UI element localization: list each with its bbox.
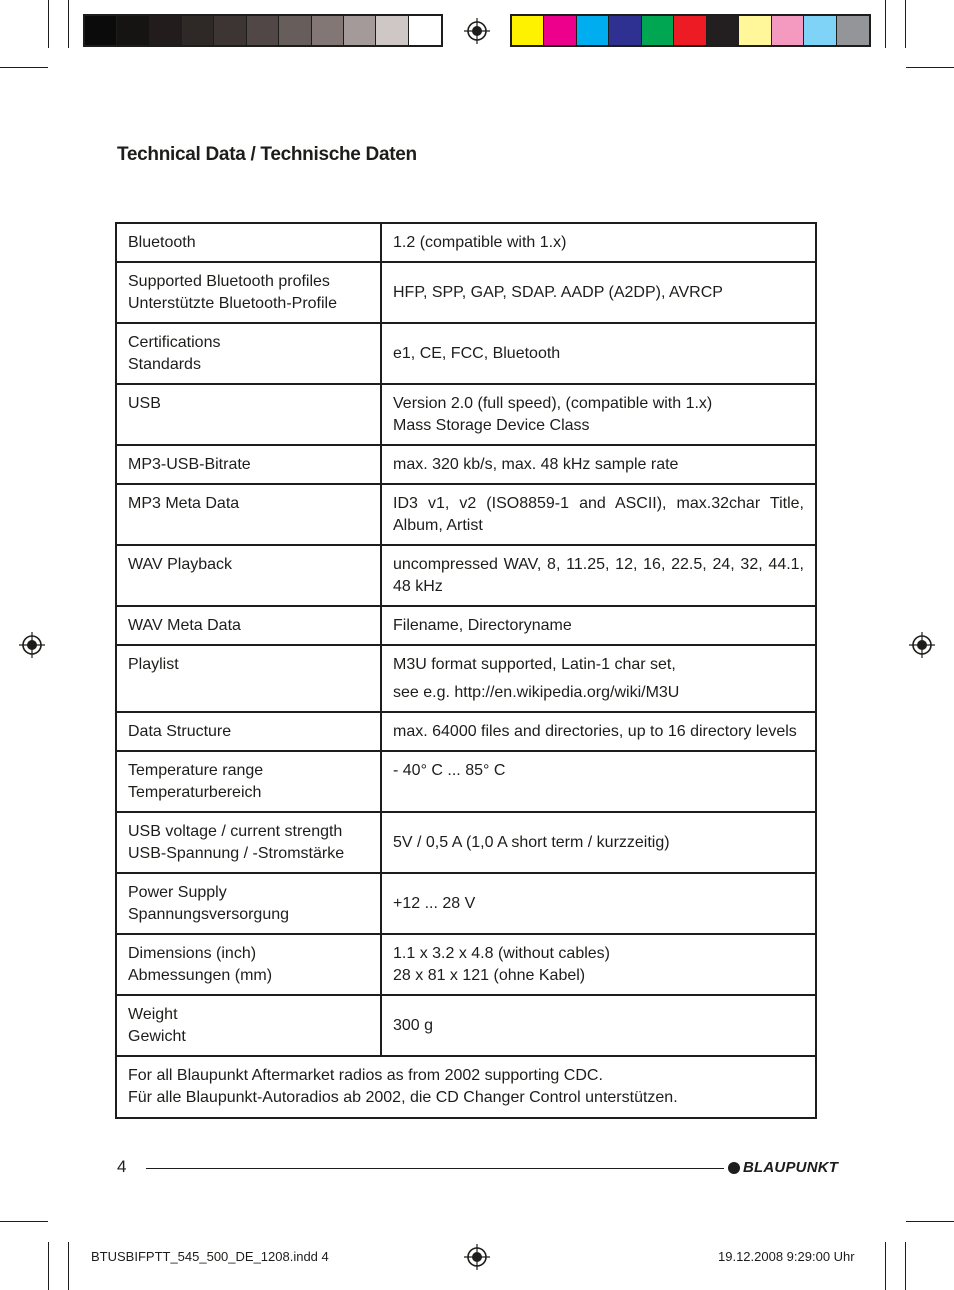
- table-row: [116, 1056, 816, 1118]
- brand-logo: [728, 1159, 838, 1176]
- spec-label: Abmessungen (mm): [128, 967, 273, 984]
- spec-label-cell: [116, 223, 381, 262]
- color-swatch: [117, 16, 149, 45]
- spec-value: e1, CE, FCC, Bluetooth: [393, 345, 561, 362]
- spec-label-cell: [116, 545, 381, 606]
- logo-dot-icon: [728, 1162, 740, 1174]
- table-row: [116, 384, 816, 445]
- spec-label: Data Structure: [128, 723, 232, 740]
- spec-label: Temperaturbereich: [128, 784, 262, 801]
- spec-label: MP3 Meta Data: [128, 495, 240, 512]
- table-row: [116, 545, 816, 606]
- spec-value-cell: [381, 445, 816, 484]
- spec-label: Unterstützte Bluetooth-Profile: [128, 295, 337, 312]
- compatibility-note-line: Für alle Blaupunkt-Autoradios ab 2002, die CD Changer Control unterstützen.: [128, 1089, 678, 1106]
- table-row: [116, 934, 816, 995]
- spec-label-cell: [116, 812, 381, 873]
- spec-value-cell: [381, 545, 816, 606]
- table-row: [116, 873, 816, 934]
- registration-mark-icon: [464, 18, 490, 44]
- color-swatch: [642, 16, 674, 45]
- table-row: [116, 712, 816, 751]
- spec-label-cell: [116, 995, 381, 1056]
- spec-label: Temperature range: [128, 762, 264, 779]
- spec-label: Bluetooth: [128, 234, 196, 251]
- spec-value-cell: [381, 262, 816, 323]
- spec-value-cell: [381, 751, 816, 812]
- spec-value: +12 ... 28 V: [393, 895, 476, 912]
- color-swatch: [512, 16, 544, 45]
- color-swatch: [344, 16, 376, 45]
- footer-rule: [146, 1168, 724, 1169]
- spec-label: Gewicht: [128, 1028, 186, 1045]
- color-swatch: [707, 16, 739, 45]
- spec-label-cell: [116, 262, 381, 323]
- spec-value-cell: [381, 323, 816, 384]
- brand-name: BLAUPUNKT: [743, 1159, 839, 1176]
- spec-value: uncompressed WAV, 8, 11.25, 12, 16, 22.5, 24, 32, 44.1, 48 kHz: [393, 556, 804, 595]
- table-row: [116, 223, 816, 262]
- compatibility-note: [116, 1056, 816, 1118]
- table-row: [116, 262, 816, 323]
- spec-value: 300 g: [393, 1017, 434, 1034]
- color-swatch: [279, 16, 311, 45]
- technical-data-table: [115, 222, 817, 1119]
- color-swatch: [312, 16, 344, 45]
- spec-value: ID3 v1, v2 (ISO8859-1 and ASCII), max.32char Title, Album, Artist: [393, 495, 804, 534]
- spec-value: HFP, SPP, GAP, SDAP. AADP (A2DP), AVRCP: [393, 284, 723, 301]
- color-swatch: [544, 16, 576, 45]
- spec-value: Filename, Directoryname: [393, 617, 572, 634]
- compatibility-note-line: For all Blaupunkt Aftermarket radios as from 2002 supporting CDC.: [128, 1067, 603, 1084]
- table-row: [116, 606, 816, 645]
- table-row: [116, 484, 816, 545]
- spec-value: max. 64000 files and directories, up to 16 directory levels: [393, 723, 797, 740]
- spec-label: USB-Spannung / -Stromstärke: [128, 845, 345, 862]
- table-row: [116, 445, 816, 484]
- spec-label: Dimensions (inch): [128, 945, 257, 962]
- color-swatch: [674, 16, 706, 45]
- color-swatch: [772, 16, 804, 45]
- color-swatch: [739, 16, 771, 45]
- spec-value: see e.g. http://en.wikipedia.org/wiki/M3U: [393, 684, 680, 701]
- spec-label: Supported Bluetooth profiles: [128, 273, 330, 290]
- registration-mark-icon: [19, 632, 45, 658]
- spec-label-cell: [116, 606, 381, 645]
- spec-label: WAV Meta Data: [128, 617, 241, 634]
- spec-value-cell: [381, 934, 816, 995]
- spec-label-cell: [116, 712, 381, 751]
- slug-file: BTUSBIFPTT_545_500_DE_1208.indd 4: [91, 1249, 329, 1264]
- spec-value-cell: [381, 645, 816, 712]
- spec-label: Standards: [128, 356, 201, 373]
- color-swatch: [609, 16, 641, 45]
- table-row: [116, 812, 816, 873]
- spec-label-cell: [116, 934, 381, 995]
- spec-value: M3U format supported, Latin-1 char set,: [393, 656, 676, 673]
- spec-value: - 40° C ... 85° C: [393, 762, 506, 779]
- spec-label: Certifications: [128, 334, 221, 351]
- spec-label: USB: [128, 395, 161, 412]
- table-row: [116, 645, 816, 712]
- page-number: 4: [117, 1157, 127, 1176]
- spec-label-cell: [116, 323, 381, 384]
- spec-value: 1.1 x 3.2 x 4.8 (without cables): [393, 945, 610, 962]
- color-swatch: [85, 16, 117, 45]
- spec-label: Power Supply: [128, 884, 227, 901]
- color-swatch: [182, 16, 214, 45]
- spec-label-cell: [116, 645, 381, 712]
- color-swatch: [577, 16, 609, 45]
- spec-label-cell: [116, 873, 381, 934]
- color-swatch: [214, 16, 246, 45]
- table-row: [116, 995, 816, 1056]
- spec-value: max. 320 kb/s, max. 48 kHz sample rate: [393, 456, 679, 473]
- spec-label-cell: [116, 484, 381, 545]
- color-swatch: [837, 16, 869, 45]
- slug-date: 19.12.2008 9:29:00 Uhr: [718, 1249, 855, 1264]
- spec-value-cell: [381, 384, 816, 445]
- spec-label-cell: [116, 445, 381, 484]
- color-swatch: [804, 16, 836, 45]
- spec-value-cell: [381, 484, 816, 545]
- color-swatch: [150, 16, 182, 45]
- spec-label-cell: [116, 384, 381, 445]
- spec-label: Spannungsversorgung: [128, 906, 290, 923]
- table-row: [116, 751, 816, 812]
- color-swatch: [376, 16, 408, 45]
- table-row: [116, 323, 816, 384]
- spec-value: Version 2.0 (full speed), (compatible with 1.x): [393, 395, 713, 412]
- spec-value: 28 x 81 x 121 (ohne Kabel): [393, 967, 586, 984]
- page-title: Technical Data / Technische Daten: [117, 144, 417, 165]
- spec-value-cell: [381, 712, 816, 751]
- spec-label: Weight: [128, 1006, 178, 1023]
- spec-value-cell: [381, 223, 816, 262]
- spec-value-cell: [381, 812, 816, 873]
- color-calibration-bar: [510, 14, 871, 47]
- registration-mark-icon: [464, 1244, 490, 1270]
- color-swatch: [409, 16, 441, 45]
- spec-value-cell: [381, 995, 816, 1056]
- spec-label: Playlist: [128, 656, 179, 673]
- spec-label: WAV Playback: [128, 556, 233, 573]
- spec-value: 1.2 (compatible with 1.x): [393, 234, 567, 251]
- registration-mark-icon: [909, 632, 935, 658]
- spec-value: 5V / 0,5 A (1,0 A short term / kurzzeitig): [393, 834, 670, 851]
- color-swatch: [247, 16, 279, 45]
- spec-value: Mass Storage Device Class: [393, 417, 590, 434]
- spec-label-cell: [116, 751, 381, 812]
- spec-value-cell: [381, 873, 816, 934]
- spec-label: USB voltage / current strength: [128, 823, 343, 840]
- spec-label: MP3-USB-Bitrate: [128, 456, 251, 473]
- grayscale-calibration-bar: [83, 14, 443, 47]
- spec-value-cell: [381, 606, 816, 645]
